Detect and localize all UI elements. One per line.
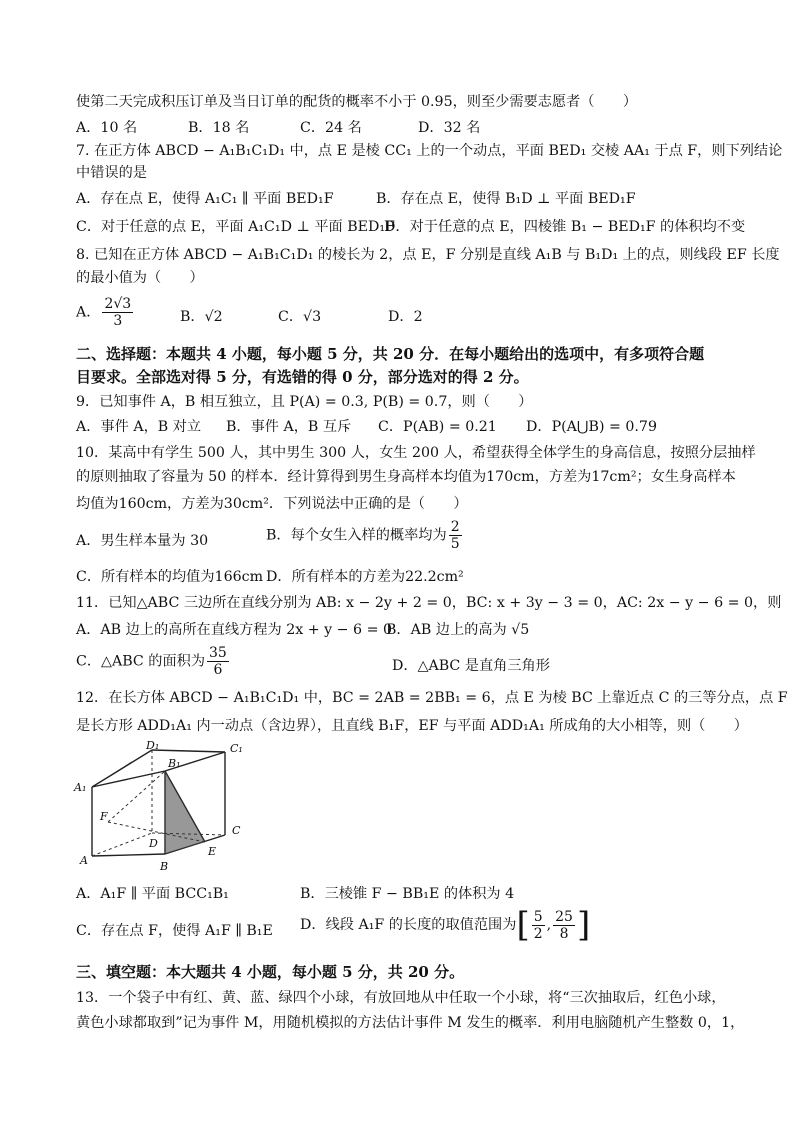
q7-option-c: C．对于任意的点 E，平面 A₁C₁D ⊥ 平面 BED₁F	[76, 219, 395, 235]
section-3-header: 三、填空题：本大题共 4 小题，每小题 5 分，共 20 分。	[76, 963, 465, 981]
q9-stem: 9．已知事件 A，B 相互独立，且 P(A) = 0.3, P(B) = 0.7，则（ ）	[76, 394, 533, 410]
q8-option-a-label: A．	[76, 304, 101, 321]
q11-option-c	[76, 645, 231, 678]
q10-option-a: A．男生样本量为 30	[76, 533, 209, 549]
q8-stem-line2: 的最小值为（ ）	[76, 270, 204, 286]
q10-stem-line2: 的原则抽取了容量为 50 的样本．经计算得到男生身高样本均值为170cm，方差为17cm²；女生身高样本	[76, 469, 736, 485]
q8-option-a-numerator: 2√3	[104, 296, 132, 312]
label-d1: D₁	[146, 740, 160, 752]
q10-option-c: C．所有样本的均值为166cm	[76, 569, 264, 585]
q6-option-c: C．24 名	[300, 120, 362, 136]
q12-option-b: B．三棱锥 F − BB₁E 的体积为 4	[300, 886, 515, 902]
q12-option-d-upper-denominator: 8	[559, 925, 569, 942]
q10-option-b-numerator: 2	[450, 519, 460, 535]
q6-option-d: D．32 名	[418, 120, 481, 136]
q10-stem-line1: 10．某高中有学生 500 人，其中男生 300 人，女生 200 人，希望获得全体学生的身高信息，按照分层抽样	[76, 445, 756, 461]
q8-option-c: C．√3	[278, 309, 322, 325]
q12-option-d-upper-numerator: 25	[555, 908, 573, 925]
interval-open-bracket: [	[516, 905, 530, 945]
q10-option-b-label: B．每个女生入样的概率均为	[266, 527, 447, 544]
q12-stem-line1: 12．在长方体 ABCD − A₁B₁C₁D₁ 中，BC = 2AB = 2BB₁ = 6，点 E 为棱 BC 上靠近点 C 的三等分点，点 F	[76, 690, 788, 706]
label-f: F	[100, 810, 108, 823]
q12-option-d-label: D．线段 A₁F 的长度的取值范围为	[300, 917, 517, 933]
q12-stem-line2: 是长方形 ADD₁A₁ 内一动点（含边界），且直线 B₁F，EF 与平面 ADD₁A₁ 所成角的大小相等，则（ ）	[76, 718, 748, 734]
label-a: A	[80, 854, 88, 867]
q9-option-a: A．事件 A，B 对立	[76, 419, 202, 435]
edge-arrow-mark	[110, 762, 132, 776]
q9-option-c: C．P(AB) = 0.21	[378, 419, 497, 435]
q10-stem-line3: 均值为160cm，方差为30cm²．下列说法中正确的是（ ）	[76, 496, 468, 512]
q12-option-d-lower-numerator: 5	[533, 908, 543, 925]
q11-option-c-denominator: 6	[213, 662, 223, 678]
q12-option-d-fraction-lower	[532, 909, 545, 942]
label-e: E	[208, 845, 217, 858]
q11-option-d: D．△ABC 是直角三角形	[392, 658, 550, 674]
q8-option-a-fraction	[102, 296, 133, 329]
interval-close-bracket: ]	[576, 905, 591, 945]
q7-stem-line1: 7. 在正方体 ABCD − A₁B₁C₁D₁ 中，点 E 是棱 CC₁ 上的一个动点，平面 BED₁ 交棱 AA₁ 于点 F，则下列结论	[76, 143, 783, 159]
q10-option-b-denominator: 5	[450, 536, 460, 552]
hidden-segment-f-b1	[108, 771, 165, 822]
q13-stem-line1: 13．一个袋子中有红、黄、蓝、绿四个小球，有放回地从中任取一个小球，将“三次抽取后，红色小球，	[76, 990, 726, 1006]
q9-option-b: B．事件 A，B 互斥	[226, 419, 352, 435]
edge-a1-b1	[92, 771, 165, 787]
interval-comma: ,	[546, 917, 552, 933]
label-b: B	[160, 860, 169, 873]
q11-option-b: B．AB 边上的高为 √5	[386, 622, 530, 638]
edge-a-b	[92, 854, 165, 856]
q6-option-a: A．10 名	[76, 120, 138, 136]
section-2-header-line2: 目要求。全部选对得 5 分，有选错的得 0 分，部分选对的得 2 分。	[76, 368, 529, 386]
q7-option-d: D．对于任意的点 E，四棱锥 B₁ − BED₁F 的体积均不变	[384, 219, 746, 235]
q8-stem-line1: 8. 已知在正方体 ABCD − A₁B₁C₁D₁ 的棱长为 2，点 E，F 分别是直线 A₁B 与 B₁D₁ 上的点，则线段 EF 长度	[76, 247, 780, 263]
q12-option-a: A．A₁F ∥ 平面 BCC₁B₁	[76, 886, 229, 902]
q7-option-b: B．存在点 E，使得 B₁D ⊥ 平面 BED₁F	[376, 191, 636, 207]
q8-option-b: B．√2	[180, 309, 223, 325]
q13-stem-line2: 黄色小球都取到”记为事件 M，用随机模拟的方法估计事件 M 发生的概率．利用电脑随机产生整数 0，1，	[76, 1015, 745, 1031]
triangle-b1-e-b	[165, 771, 205, 854]
q9-option-d: D．P(A⋃B) = 0.79	[526, 419, 657, 435]
q8-option-a-denominator: 3	[113, 313, 123, 329]
section-2-header-line1: 二、选择题：本题共 4 小题，每小题 5 分，共 20 分．在每小题给出的选项中，有多项符合题	[76, 345, 705, 363]
q7-option-a: A．存在点 E，使得 A₁C₁ ∥ 平面 BED₁F	[76, 191, 334, 207]
q11-option-c-label: C．△ABC 的面积为	[76, 653, 206, 670]
q8-option-a	[76, 296, 135, 329]
label-d: D	[149, 837, 158, 850]
q12-cuboid-figure	[70, 740, 270, 879]
edge-d1-c1	[152, 750, 225, 752]
q11-stem: 11．已知△ABC 三边所在直线分别为 AB: x − 2y + 2 = 0，BC: x + 3y − 3 = 0，AC: 2x − y − 6 = 0，则	[76, 595, 782, 611]
q12-option-d	[300, 905, 591, 945]
label-b1: B₁	[168, 757, 181, 770]
q11-option-c-fraction	[207, 645, 229, 678]
q12-option-c: C．存在点 F，使得 A₁F ∥ B₁E	[76, 923, 273, 939]
q6-text: 使第二天完成积压订单及当日订单的配货的概率不小于 0.95，则至少需要志愿者（ ）	[76, 94, 638, 110]
q12-option-d-fraction-upper	[553, 909, 575, 942]
q6-option-b: B．18 名	[188, 120, 250, 136]
label-c1: C₁	[230, 742, 243, 755]
q12-option-d-lower-denominator: 2	[533, 925, 543, 942]
q11-option-c-numerator: 35	[209, 645, 227, 661]
label-a1: A₁	[74, 781, 87, 794]
q11-option-a: A．AB 边上的高所在直线方程为 2x + y − 6 = 0	[76, 622, 393, 638]
q8-option-d: D．2	[388, 309, 423, 325]
q10-option-d: D．所有样本的方差为22.2cm²	[266, 569, 464, 585]
hidden-edge-a-d	[92, 833, 152, 856]
q7-stem-line2: 中错误的是	[76, 165, 147, 181]
q10-option-b-fraction	[449, 519, 462, 552]
q10-option-b	[266, 519, 464, 552]
cuboid-diagram	[70, 740, 270, 875]
label-c: C	[232, 824, 241, 837]
